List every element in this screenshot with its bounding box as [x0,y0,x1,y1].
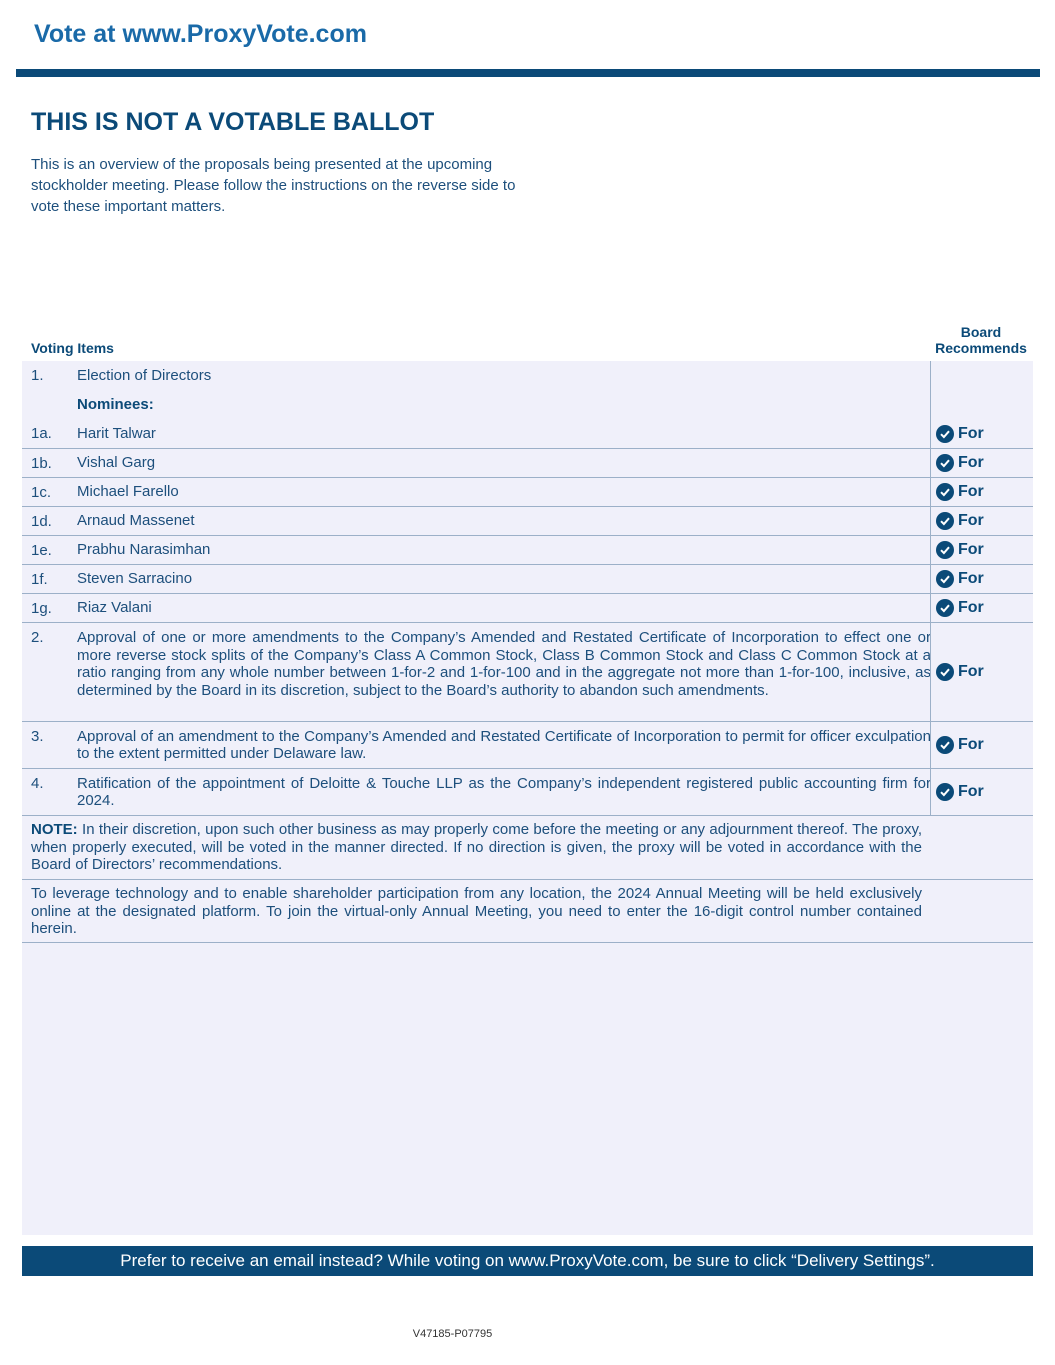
divider [22,815,1033,816]
nominee-row [22,506,1033,535]
nominee-row [22,419,1033,448]
board-recommendation [930,478,1033,506]
board-recommendation [930,536,1033,564]
check-circle-icon [936,425,954,443]
proxyvote-header-link: Vote at www.ProxyVote.com [34,20,367,48]
item-number: 2. [31,629,44,646]
proposal-3-row [22,721,1033,768]
check-circle-icon [936,541,954,559]
board-recommendation [930,594,1033,622]
check-circle-icon [936,736,954,754]
item-text: Election of Directors [77,366,212,384]
virtual-meeting-notice: To leverage technology and to enable shareholder participation from any location, the 2024 Annual Meeting will be held exclusively online at the designated platform. To join the virtual-only Annual Meeting, you need to enter the 16-digit control number contained herein. [31,885,922,937]
proposal-1-row [22,361,1033,390]
nominees-label: Nominees: [77,395,154,413]
intro-text: This is an overview of the proposals being presented at the upcoming stockholder meeting. Please follow the instructions on the reverse side to vote these important matters. [31,156,516,215]
divider [22,942,1033,943]
nominee-row [22,535,1033,564]
check-circle-icon [936,483,954,501]
board-recommends-line1: Board [960,324,1002,340]
recommendation-label: For [958,570,984,587]
recommendation-label: For [958,483,984,500]
board-recommendation [930,722,1033,768]
nominee-name: Steven Sarracino [77,570,193,588]
board-recommendation [930,565,1033,593]
nominee-name: Michael Farello [77,483,179,501]
check-circle-icon [936,570,954,588]
note-text [31,821,922,874]
recommendation-label: For [958,663,984,680]
board-recommendation [930,449,1033,477]
item-number: 1. [31,367,44,384]
email-delivery-banner: Prefer to receive an email instead? While voting on www.ProxyVote.com, be sure to click “Delivery Settings”. [22,1246,1033,1276]
recommendation-label: For [958,599,984,616]
board-recommendation [930,623,1033,721]
document-code: V47185-P07795 [412,1328,493,1340]
board-recommends-header [930,324,1032,356]
board-recommendation [930,769,1033,815]
item-number: 1a. [31,425,52,442]
note-body: In their discretion, upon such other business as may properly come before the meeting or any adjournment thereof. The proxy, when properly executed, will be voted in the manner directed. If no direction is given, the proxy will be voted in accordance with the Board of Directors’ recommendations. [31,821,922,873]
item-number: 1d. [31,512,52,530]
divider [22,879,1033,880]
check-circle-icon [936,663,954,681]
item-number: 4. [31,775,44,792]
board-recommendation [930,419,1033,448]
item-number: 1g. [31,599,52,617]
recommendation-label: For [958,736,984,753]
recommendation-label: For [958,783,984,800]
nominees-label-row [22,390,1033,419]
header-rule [16,69,1040,77]
proposal-text: Approval of one or more amendments to the Company’s Amended and Restated Certificate of Incorporation to effect one or more reverse stock splits of the Company’s Class A Common Stock, Class B Common Stock and Class C Common Stock at a ratio ranging from any whole number between 1-for-2 and 1-for-100 and in the aggregate not more than 1-for-100, inclusive, as determined by the Board in its discretion, subject to the Board’s authority to abandon such amendments. [77,629,931,699]
page-title: THIS IS NOT A VOTABLE BALLOT [31,108,435,136]
recommendation-label: For [958,512,984,529]
check-circle-icon [936,783,954,801]
proposal-2-row [22,622,1033,721]
item-number: 1b. [31,454,52,472]
item-number: 1c. [31,483,52,501]
nominee-row [22,477,1033,506]
board-recommends-line2: Recommends [935,340,1027,356]
board-recommendation [930,507,1033,535]
nominee-name: Harit Talwar [77,424,156,442]
recommendation-label: For [958,424,984,442]
recommendation-label: For [958,454,984,471]
proposal-4-row [22,768,1033,815]
proposal-text: Ratification of the appointment of Deloitte & Touche LLP as the Company’s independent registered public accounting firm for 2024. [77,774,931,809]
nominee-name: Arnaud Massenet [77,512,195,530]
nominee-row [22,564,1033,593]
check-circle-icon [936,512,954,530]
nominee-row [22,448,1033,477]
check-circle-icon [936,454,954,472]
nominee-row [22,593,1033,622]
check-circle-icon [936,599,954,617]
nominee-name: Riaz Valani [77,599,152,617]
proposal-text: Approval of an amendment to the Company’s Amended and Restated Certificate of Incorporation to permit for officer exculpation to the extent permitted under Delaware law. [77,727,931,762]
item-number: 3. [31,728,44,745]
item-number: 1e. [31,541,52,559]
note-label: NOTE: [31,821,78,838]
voting-items-panel [22,361,1033,1235]
nominee-name: Prabhu Narasimhan [77,541,211,559]
recommendation-label: For [958,541,984,558]
voting-items-header: Voting Items [31,340,114,356]
nominee-name: Vishal Garg [77,454,156,472]
item-number: 1f. [31,570,48,588]
